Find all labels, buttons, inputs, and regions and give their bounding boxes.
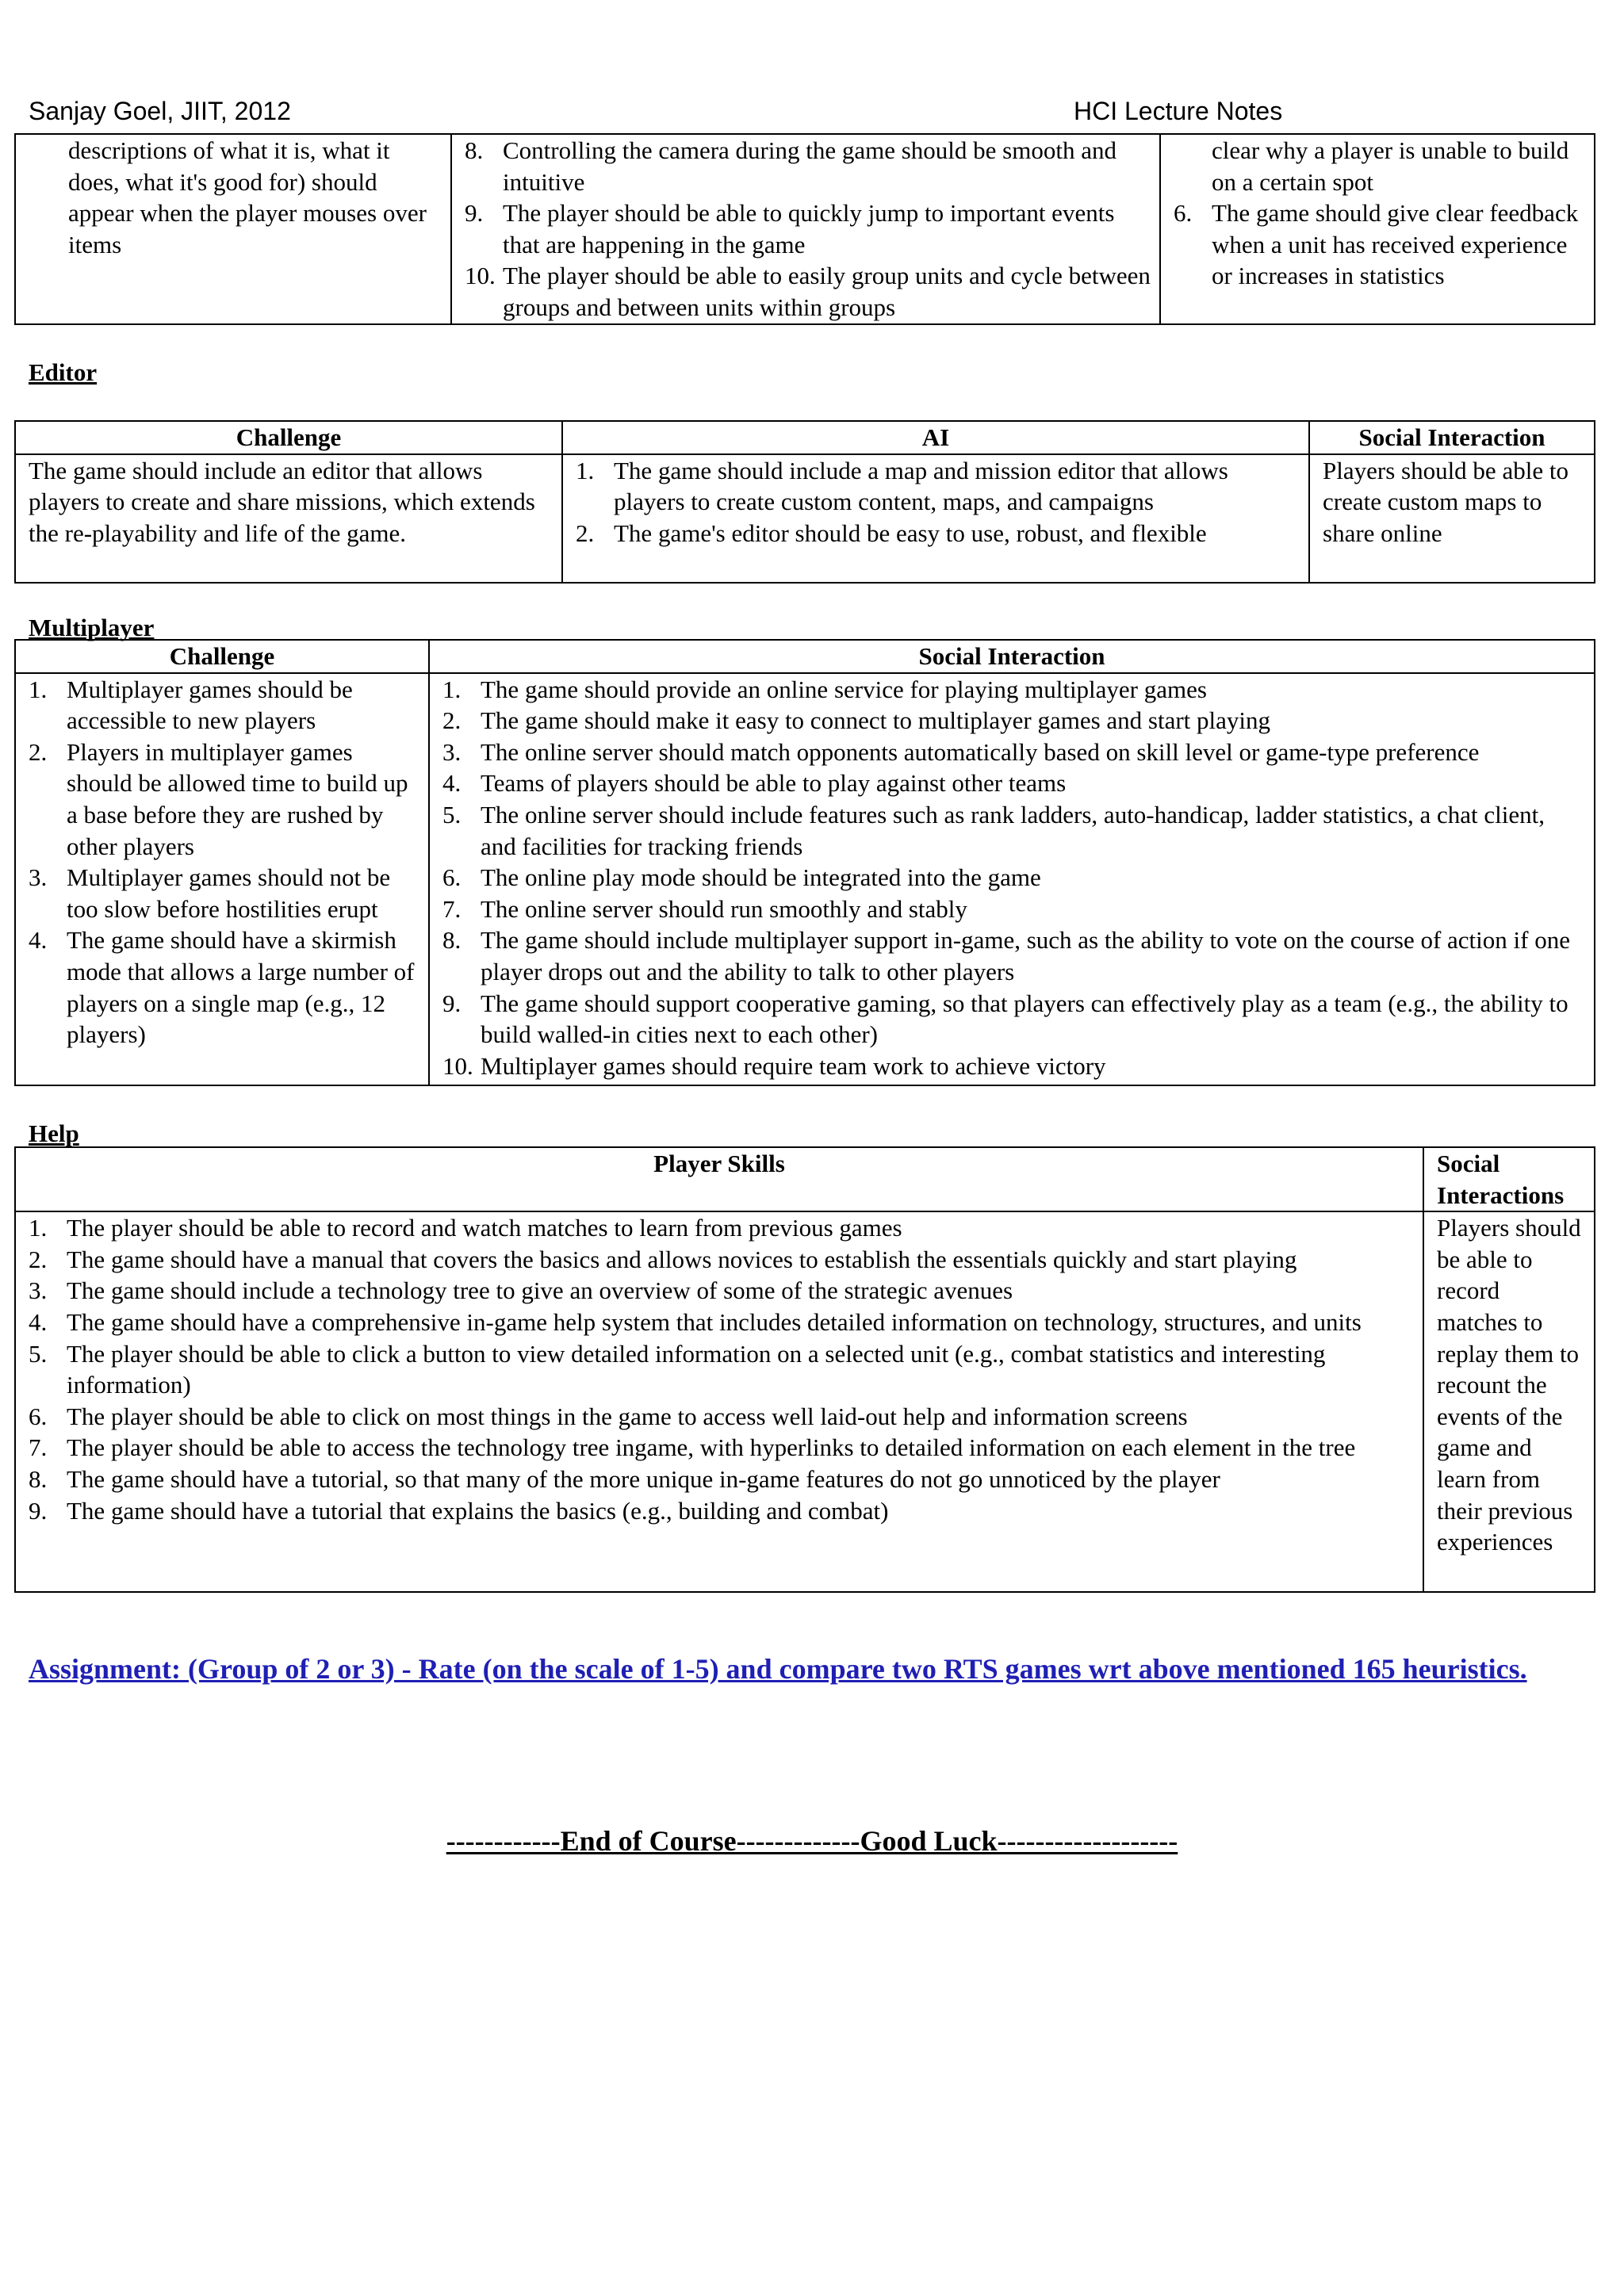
list-item <box>29 1495 1410 1527</box>
section-title-help: Help <box>29 1119 79 1147</box>
list-number: 2. <box>29 737 48 766</box>
list-number: 4. <box>442 769 462 798</box>
list-text: The player should be able to click a button to view detailed information on a selected unit (e.g., combat statistics and interesting information) <box>67 1339 1326 1399</box>
list-number: 4. <box>29 926 48 955</box>
list-number: 2. <box>29 1245 48 1273</box>
list-text: The game should give clear feedback when a unit has received experience or increases in statistics <box>1212 199 1579 290</box>
list-item <box>442 737 1581 768</box>
list-item <box>29 1432 1410 1464</box>
list-number: 7. <box>442 894 462 923</box>
table-row <box>15 454 1595 583</box>
column-header: AI <box>562 421 1309 454</box>
table-row <box>15 134 1595 324</box>
list-number: 9. <box>442 989 462 1017</box>
list-number: 1. <box>576 456 595 484</box>
editor-social-cell: Players should be able to create custom maps to share online <box>1309 454 1595 583</box>
list-number: 8. <box>442 926 462 955</box>
column-header: Social Interaction <box>429 640 1595 673</box>
list-item <box>29 1212 1410 1244</box>
list-item <box>465 260 1153 323</box>
list-text: The online server should match opponents automatically based on skill level or game-type preference <box>481 737 1480 766</box>
list-text: The game should support cooperative gaming, so that players can effectively play as a team (e.g., the ability to build walled-in cities next to each other) <box>481 989 1568 1049</box>
list-text: Controlling the camera during the game should be smooth and intuitive <box>503 136 1116 196</box>
list-number: 9. <box>29 1496 48 1525</box>
list-number: 3. <box>29 1276 48 1305</box>
help-skills-cell <box>15 1211 1423 1592</box>
list-number: 8. <box>29 1464 48 1493</box>
assignment-text: Assignment: (Group of 2 or 3) - Rate (on the scale of 1-5) and compare two RTS games wrt above mentioned 165 heuristics. <box>29 1653 1527 1685</box>
list-item <box>442 894 1581 925</box>
end-of-course-footer: ------------End of Course-------------Good Luck------------------- <box>446 1825 1178 1857</box>
list-number: 9. <box>465 199 484 228</box>
list-item <box>442 799 1581 862</box>
editor-table <box>14 420 1595 584</box>
table-row <box>15 673 1595 1085</box>
header-author: Sanjay Goel, JIIT, 2012 <box>29 97 291 125</box>
list-text: The game should provide an online service for playing multiplayer games <box>481 675 1207 703</box>
list-text: The player should be able to quickly jump to important events that are happening in the game <box>503 199 1115 258</box>
list-item <box>442 767 1581 799</box>
list-item <box>442 988 1581 1050</box>
list-text: The game should include a technology tree to give an overview of some of the strategic avenues <box>67 1276 1013 1305</box>
numbered-list <box>442 674 1581 1082</box>
list-item <box>29 737 416 862</box>
list-text: The online play mode should be integrated into the game <box>481 863 1041 892</box>
list-item <box>29 1338 1410 1401</box>
list-number: 8. <box>465 136 484 164</box>
list-item <box>465 135 1153 197</box>
list-text: Multiplayer games should be accessible to new players <box>67 675 353 735</box>
list-text: Players in multiplayer games should be allowed time to build up a base before they are rushed by other players <box>67 737 408 860</box>
list-text: The game should have a skirmish mode that allows a large number of players on a single map (e.g., 12 players) <box>67 926 415 1049</box>
column-header: Challenge <box>15 640 429 673</box>
list-number: 7. <box>29 1433 48 1462</box>
continued-table <box>14 133 1595 325</box>
list-number: 3. <box>29 863 48 892</box>
column-header: Social Interactions <box>1423 1147 1595 1211</box>
list-text: The player should be able to record and watch matches to learn from previous games <box>67 1214 902 1242</box>
list-item <box>29 1244 1410 1276</box>
help-table <box>14 1146 1595 1593</box>
list-text: The online server should include features such as rank ladders, auto-handicap, ladder statistics, a chat client, and facilities for tracking friends <box>481 800 1545 860</box>
numbered-list <box>1174 197 1581 292</box>
table-header-row <box>15 421 1595 454</box>
section-title-multiplayer: Multiplayer <box>29 614 155 641</box>
editor-challenge-cell: The game should include an editor that allows players to create and share missions, which extends the re-playability and life of the game. <box>15 454 562 583</box>
list-item <box>29 862 416 924</box>
list-text: The game should include multiplayer support in-game, such as the ability to vote on the course of action if one player drops out and the ability to talk to other players <box>481 926 1570 985</box>
list-number: 4. <box>29 1307 48 1336</box>
multiplayer-table <box>14 639 1595 1086</box>
list-number: 6. <box>1174 199 1193 228</box>
list-text: The player should be able to access the technology tree ingame, with hyperlinks to detailed information on each element in the tree <box>67 1433 1356 1462</box>
list-number: 1. <box>442 675 462 703</box>
list-text: The game should have a tutorial, so that many of the more unique in-game features do not go unnoticed by the player <box>67 1464 1220 1493</box>
list-text: The game should have a tutorial that explains the basics (e.g., building and combat) <box>67 1496 889 1525</box>
section-title-editor: Editor <box>29 358 98 386</box>
list-item <box>576 518 1302 549</box>
continued-col-2 <box>451 134 1160 324</box>
editor-ai-cell <box>562 454 1309 583</box>
list-number: 2. <box>442 706 462 735</box>
list-number: 10. <box>442 1051 473 1080</box>
list-item <box>29 924 416 1050</box>
list-number: 6. <box>29 1402 48 1430</box>
list-item <box>442 862 1581 894</box>
column-header: Player Skills <box>15 1147 1423 1211</box>
continued-col-1 <box>15 134 451 324</box>
numbered-list <box>29 1212 1410 1526</box>
list-text: The game should make it easy to connect to multiplayer games and start playing <box>481 706 1271 735</box>
list-item <box>29 1275 1410 1307</box>
multiplayer-social-cell <box>429 673 1595 1085</box>
list-text: Multiplayer games should require team work to achieve victory <box>481 1051 1106 1080</box>
continued-text: clear why a player is unable to build on a certain spot <box>1212 136 1569 196</box>
column-header: Social Interaction <box>1309 421 1595 454</box>
list-number: 2. <box>576 519 595 547</box>
table-row <box>15 1211 1595 1592</box>
list-number: 5. <box>29 1339 48 1368</box>
numbered-list <box>576 455 1302 549</box>
header-course: HCI Lecture Notes <box>1074 97 1283 125</box>
numbered-list <box>465 135 1153 323</box>
list-number: 3. <box>442 737 462 766</box>
continued-col-3 <box>1160 134 1595 324</box>
list-text: The game should have a comprehensive in-game help system that includes detailed information on technology, structures, and units <box>67 1307 1362 1336</box>
list-item <box>576 455 1302 518</box>
list-text: The player should be able to easily group units and cycle between groups and between units within groups <box>503 262 1151 321</box>
list-item <box>442 705 1581 737</box>
list-item <box>29 1307 1410 1338</box>
multiplayer-challenge-cell <box>15 673 429 1085</box>
list-text: The game's editor should be easy to use, robust, and flexible <box>614 519 1207 547</box>
list-number: 1. <box>29 1214 48 1242</box>
list-item <box>29 1464 1410 1495</box>
help-social-cell: Players should be able to record matches to replay them to recount the events of the game and learn from their previous experiences <box>1423 1211 1595 1592</box>
list-item <box>442 924 1581 987</box>
page-header <box>29 97 1614 135</box>
list-number: 10. <box>465 262 496 290</box>
list-number: 5. <box>442 800 462 828</box>
list-text: The online server should run smoothly and stably <box>481 894 967 923</box>
list-text: The player should be able to click on most things in the game to access well laid-out help and information screens <box>67 1402 1188 1430</box>
list-item <box>442 1050 1581 1082</box>
list-item <box>1174 197 1581 292</box>
list-number: 1. <box>29 675 48 703</box>
list-text: The game should include a map and mission editor that allows players to create custom content, maps, and campaigns <box>614 456 1228 516</box>
list-item <box>465 197 1153 260</box>
continued-text: descriptions of what it is, what it does, what it's good for) should appear when the player mouses over items <box>68 136 427 258</box>
numbered-list <box>29 674 416 1050</box>
list-number: 6. <box>442 863 462 892</box>
table-header-row <box>15 640 1595 673</box>
list-text: Teams of players should be able to play against other teams <box>481 769 1067 798</box>
table-header-row <box>15 1147 1595 1211</box>
list-text: The game should have a manual that covers the basics and allows novices to establish the essentials quickly and start playing <box>67 1245 1297 1273</box>
list-item <box>29 674 416 737</box>
list-item <box>29 1401 1410 1433</box>
list-item <box>442 674 1581 706</box>
column-header: Challenge <box>15 421 562 454</box>
list-text: Multiplayer games should not be too slow before hostilities erupt <box>67 863 391 923</box>
